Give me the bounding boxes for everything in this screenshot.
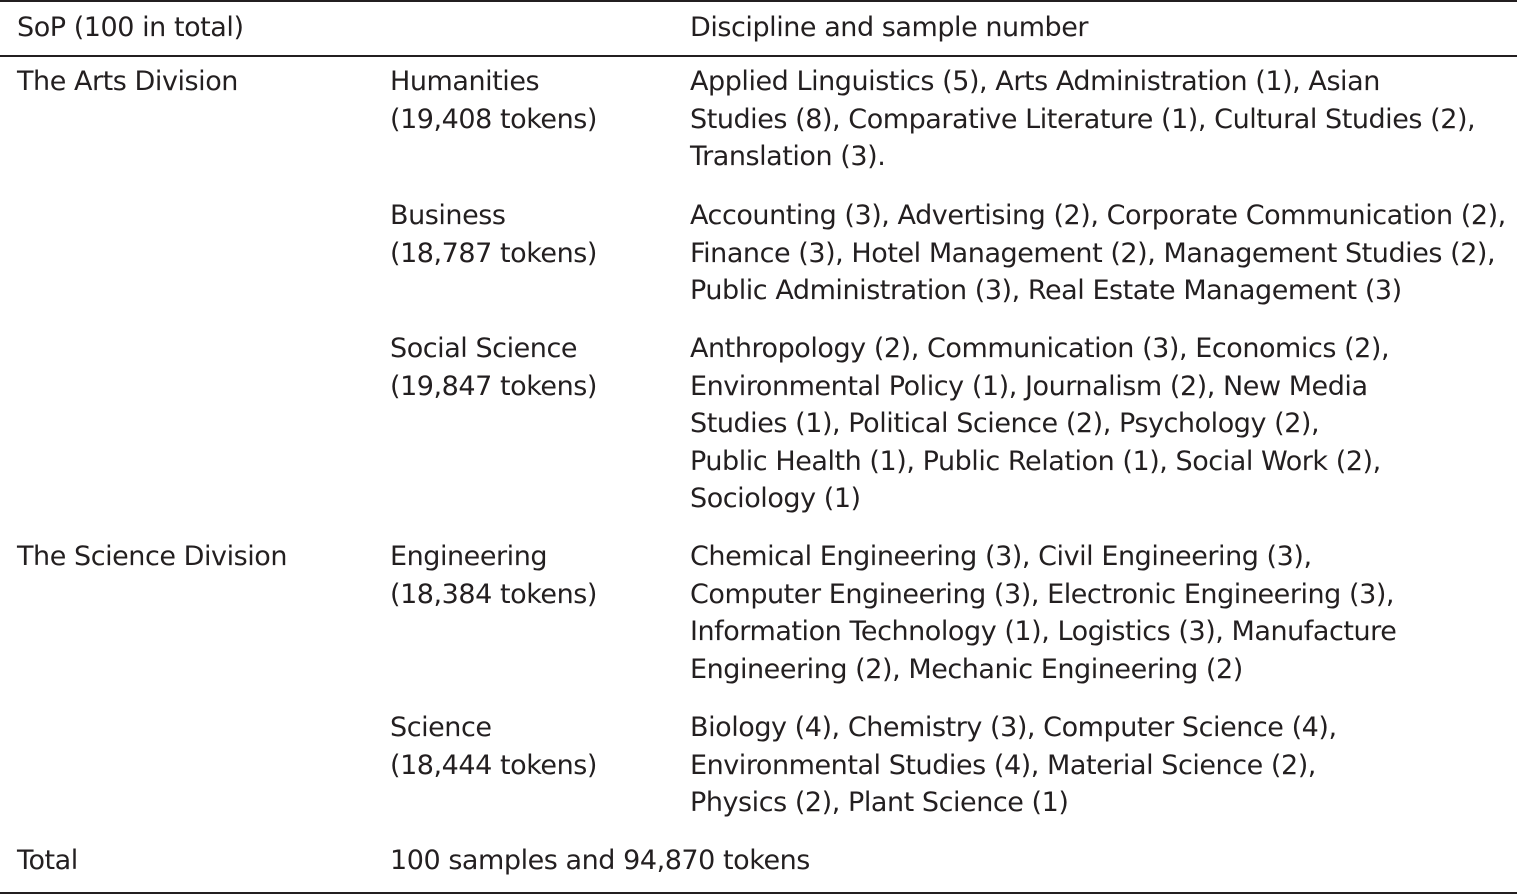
discipline-line: Public Health (1), Public Relation (1), Social Work (2), xyxy=(690,445,1381,477)
discipline-line: Information Technology (1), Logistics (3), Manufacture xyxy=(690,616,1397,647)
field-name: Science xyxy=(390,712,492,743)
table-bottom-rule xyxy=(0,892,1517,894)
field-humanities xyxy=(390,63,597,138)
field-tokens: (19,408 tokens) xyxy=(390,103,597,135)
field-tokens: (18,444 tokens) xyxy=(390,749,597,781)
field-science xyxy=(390,709,597,784)
total-value: 100 samples and 94,870 tokens xyxy=(390,845,810,876)
field-name: Social Science xyxy=(390,333,577,364)
header-discipline: Discipline and sample number xyxy=(690,12,1089,43)
field-tokens: (18,384 tokens) xyxy=(390,578,597,610)
disciplines-science xyxy=(690,709,1337,822)
table-top-rule xyxy=(0,0,1517,2)
field-tokens: (19,847 tokens) xyxy=(390,370,597,402)
discipline-line: Anthropology (2), Communication (3), Economics (2), xyxy=(690,333,1390,364)
discipline-line: Studies (1), Political Science (2), Psychology (2), xyxy=(690,408,1320,439)
discipline-line: Studies (8), Comparative Literature (1), Cultural Studies (2), xyxy=(690,103,1476,135)
disciplines-engineering xyxy=(690,538,1396,688)
discipline-line: Environmental Studies (4), Material Science (2), xyxy=(690,749,1316,781)
discipline-line: Biology (4), Chemistry (3), Computer Science (4), xyxy=(690,712,1337,743)
field-tokens: (18,787 tokens) xyxy=(390,237,597,269)
field-name: Engineering xyxy=(390,541,548,572)
discipline-line: Sociology (1) xyxy=(690,483,861,514)
disciplines-business xyxy=(690,197,1506,310)
discipline-line: Engineering (2), Mechanic Engineering (2) xyxy=(690,653,1243,685)
header-sop: SoP (100 in total) xyxy=(17,12,244,43)
division-science: The Science Division xyxy=(17,541,288,572)
discipline-line: Applied Linguistics (5), Arts Administration (1), Asian xyxy=(690,66,1380,97)
discipline-line: Finance (3), Hotel Management (2), Management Studies (2), xyxy=(690,237,1496,269)
table-header-rule xyxy=(0,55,1517,57)
field-engineering xyxy=(390,538,597,613)
discipline-line: Chemical Engineering (3), Civil Engineering (3), xyxy=(690,541,1312,572)
discipline-line: Public Administration (3), Real Estate Management (3) xyxy=(690,275,1402,306)
discipline-line: Translation (3). xyxy=(690,141,886,172)
field-business xyxy=(390,197,597,272)
field-name: Humanities xyxy=(390,66,540,97)
field-social-science xyxy=(390,330,597,405)
disciplines-social-science xyxy=(690,330,1389,518)
discipline-line: Computer Engineering (3), Electronic Engineering (3), xyxy=(690,578,1395,610)
discipline-line: Accounting (3), Advertising (2), Corporate Communication (2), xyxy=(690,200,1506,231)
discipline-line: Environmental Policy (1), Journalism (2), New Media xyxy=(690,370,1368,402)
total-label: Total xyxy=(17,845,78,876)
field-name: Business xyxy=(390,200,506,231)
division-arts: The Arts Division xyxy=(17,66,238,97)
discipline-line: Physics (2), Plant Science (1) xyxy=(690,787,1069,818)
disciplines-humanities xyxy=(690,63,1475,176)
